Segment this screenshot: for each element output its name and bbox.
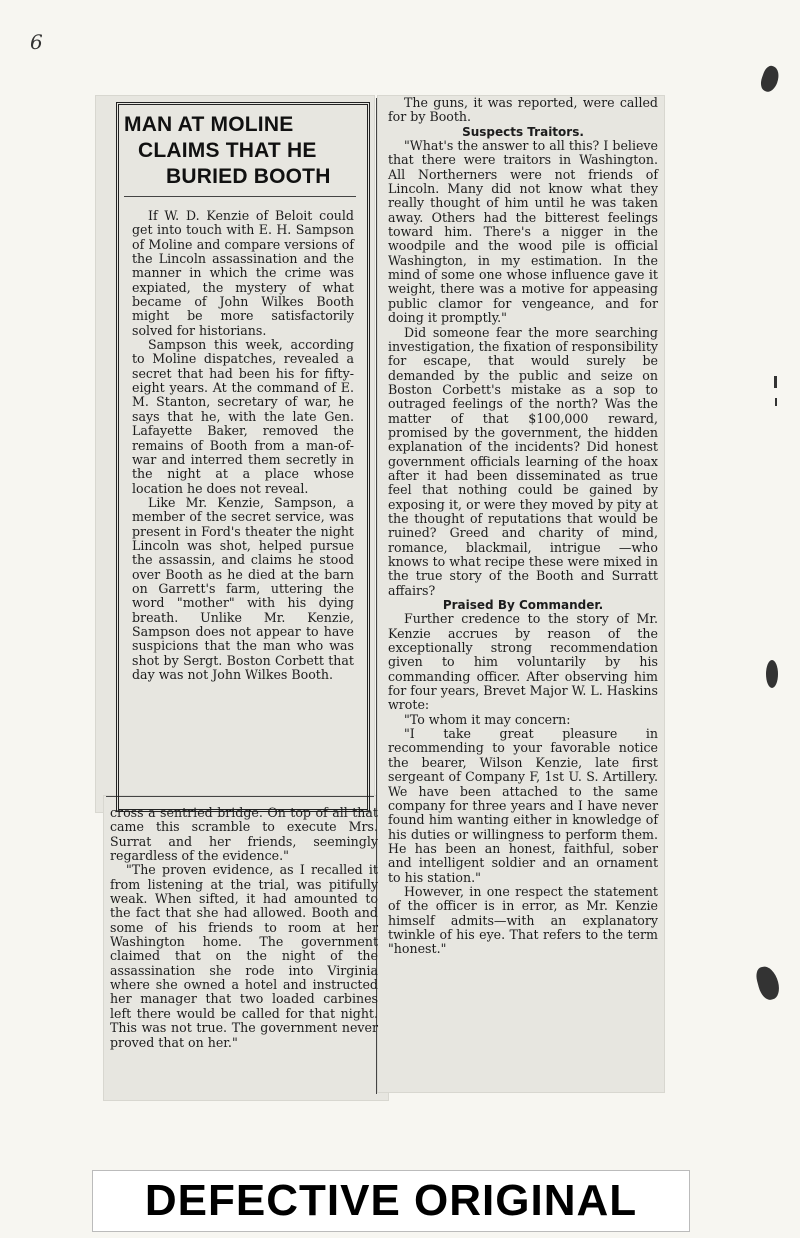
headline-rule xyxy=(124,196,356,197)
paragraph: cross a sentried bridge. On top of all that came this scramble to execute Mrs. Surrat and her friends, seemingly regardless of the evidence." xyxy=(110,805,378,864)
headline-line-1: MAN AT MOLINE xyxy=(124,113,294,136)
scan-mark xyxy=(774,376,777,388)
scan-blot xyxy=(766,660,778,688)
paragraph: Like Mr. Kenzie, Sampson, a member of the secret service, was present in Ford's theater the night Lincoln was shot, helped pursue the assassin, and claims he stood over Booth as he died at the barn on Garrett's farm, uttering the word "mother" with his dying breath. Unlike Mr. Kenzie, Sampson does not appear to have suspicions that the man who was shot by Sergt. Boston Corbett that day was not John Wilkes Booth. xyxy=(132,494,354,682)
paragraph: However, in one respect the statement of the officer is in error, as Mr. Kenzie himself admits—with an explanatory twinkle of his eye. That refers to the term "honest." xyxy=(388,883,658,957)
defective-original-stamp: DEFECTIVE ORIGINAL xyxy=(92,1170,690,1232)
paragraph: Did someone fear the more searching investigation, the fixation of responsibility for escape, that would surely be demanded by the public and seize on Boston Corbett's mistake as a sop to outraged feelings of the north? Was the matter of that $100,000 reward, promised by the government, the hidden explanation of the incidents? Did honest government officials learning of the hoax after it had been disseminated as true feel that nothing could be gained by exposing it, or were they moved by pity at the thought of reputations that would be ruined? Greed and charity of mind, romance, blackmail, intrigue —who knows to what recipe these were mixed in the true story of the Booth and Surratt affairs? xyxy=(388,324,658,598)
paragraph: "The proven evidence, as I recalled it from listening at the trial, was pitifully weak. When sifted, it had amounted to the fact that she had allowed. Booth and some of his friends to room at her Washington home. The government claimed that on the night of the assassination she rode into Virginia where she owned a hotel and instructed her manager that two loaded carbines left there would be called for that night. This was not true. The government never proved that on her." xyxy=(110,862,378,1050)
boxed-article-text xyxy=(132,209,354,682)
headline-line-2: CLAIMS THAT HE xyxy=(138,139,317,162)
paragraph: Sampson this week, according to Moline dispatches, revealed a secret that had been his for fifty-eight years. At the command of E. M. Stanton, secretary of war, he says that he, with the late Gen. Lafayette Baker, removed the remains of Booth from a man-of-war and interred them secretly in the night at a place whose location he does not reveal. xyxy=(132,337,354,496)
headline-line-3: BURIED BOOTH xyxy=(166,165,331,188)
subhead-suspects-traitors: Suspects Traitors. xyxy=(462,124,584,139)
page-number: 6 xyxy=(30,30,43,54)
scan-mark xyxy=(775,398,777,406)
headline xyxy=(124,112,360,190)
paragraph: If W. D. Kenzie of Beloit could get into touch with E. H. Sampson of Moline and compare versions of the Lincoln assassination and the manner in which the crime was expiated, the mystery of what became of John Wilkes Booth might be more satisfactorily solved for historians. xyxy=(132,208,354,338)
scan-blot xyxy=(754,964,782,1002)
lower-left-text xyxy=(110,806,378,1050)
paragraph: "What's the answer to all this? I believe that there were traitors in Washington. All Northerners were not friends of Lincoln. Many did not know what they really thought of him until he was taken away. Others had the bitterest feelings toward him. There's a nigger in the woodpile and the wood pile is official Washington, in my estimation. In the mind of some one whose influence gave it weight, there was a motive for appeasing public clamor for vengeance, and for doing it promptly." xyxy=(388,138,658,326)
paragraph: Further credence to the story of Mr. Kenzie accrues by reason of the exceptionally strong recommendation given to him voluntarily by his commanding officer. After observing him for four years, Brevet Major W. L. Haskins wrote: xyxy=(388,611,658,713)
paragraph: "I take great pleasure in recommending to your favorable notice the bearer, Wilson Kenzie, late first sergeant of Company F, 1st U. S. Artillery. We have been attached to the same company for three years and I have never found him wanting either in knowledge of his duties or willingness to perform them. He has been an honest, faithful, sober and intelligent soldier and an ornament to his station." xyxy=(388,726,658,885)
paragraph: "To whom it may concern: xyxy=(404,711,571,727)
scan-blot xyxy=(758,64,782,94)
subhead-praised-by-commander: Praised By Commander. xyxy=(442,598,604,613)
paragraph: The guns, it was reported, were called for by Booth. xyxy=(388,95,658,125)
right-column-text xyxy=(388,96,658,957)
